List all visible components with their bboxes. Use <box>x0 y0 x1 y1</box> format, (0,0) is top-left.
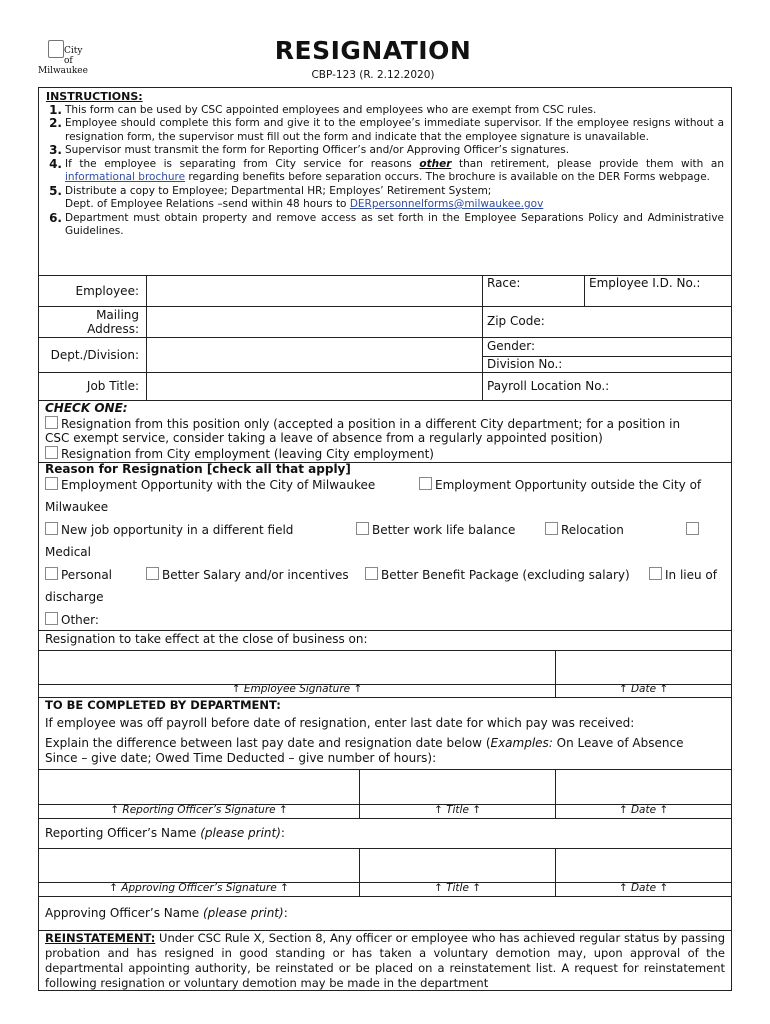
instruction-item <box>46 212 724 239</box>
reporting-signature-caption: ↑ Reporting Officer’s Signature ↑ <box>110 804 288 816</box>
dept-division-label: Dept./Division: <box>50 348 139 362</box>
instruction-number: 1. <box>49 102 62 117</box>
instruction-number: 5. <box>49 183 62 198</box>
reason-label-cont: Milwaukee <box>45 500 109 514</box>
colon: : <box>280 826 285 840</box>
form-number: CBP-123 (R. 2.12.2020) <box>311 69 435 81</box>
explain-text: On Leave of Absence <box>552 736 684 750</box>
instruction-text <box>65 185 724 212</box>
department-heading: TO BE COMPLETED BY DEPARTMENT: <box>45 698 281 712</box>
instruction-number: 6. <box>49 210 62 225</box>
reason-label: New job opportunity in a different field <box>61 523 294 537</box>
explain-instruction-2: Since – give date; Owed Time Deducted – give number of hours): <box>45 751 437 765</box>
employee-signature-field[interactable] <box>39 651 555 684</box>
explain-examples: Examples: <box>490 736 553 750</box>
logo-text-city: City <box>64 46 83 56</box>
reinstatement-section <box>38 931 732 991</box>
reason-in-lieu[interactable] <box>649 567 717 582</box>
dept-division-field[interactable] <box>147 338 482 372</box>
approving-title-caption: ↑ Title ↑ <box>433 882 482 894</box>
reason-personal[interactable] <box>45 567 112 582</box>
approving-signature-field[interactable] <box>39 849 359 882</box>
option-city-employment[interactable] <box>45 446 434 461</box>
job-title-field[interactable] <box>147 373 482 400</box>
approving-date-field[interactable] <box>556 849 731 882</box>
checkbox[interactable] <box>45 567 58 580</box>
reporting-signature-field[interactable] <box>39 770 359 804</box>
checkbox[interactable] <box>146 567 159 580</box>
approving-title-field[interactable] <box>360 849 555 882</box>
checkbox[interactable] <box>545 522 558 535</box>
instruction-text-part: If the employee is separating from City service for reasons <box>65 157 420 170</box>
reason-salary[interactable] <box>146 567 349 582</box>
reason-label: Better work life balance <box>372 523 516 537</box>
checkbox[interactable] <box>45 522 58 535</box>
please-print: (please print) <box>200 826 281 840</box>
reason-benefit[interactable] <box>365 567 630 582</box>
reporting-date-caption: ↑ Date ↑ <box>618 804 669 816</box>
instruction-text: Department must obtain property and remove access as set forth in the Employee Separations Policy and Administrative Guidelines. <box>65 211 724 237</box>
checkbox[interactable] <box>649 567 662 580</box>
instruction-item <box>46 104 724 118</box>
reason-label: Other: <box>61 613 99 627</box>
employee-date-field[interactable] <box>556 651 731 684</box>
approving-officer-name-label[interactable] <box>45 906 288 920</box>
checkbox[interactable] <box>686 522 699 535</box>
explain-text: Explain the difference between last pay date and resignation date below ( <box>45 736 491 750</box>
employee-info-grid <box>38 276 732 401</box>
gender-label: Gender: <box>487 339 536 353</box>
reinstatement-heading: REINSTATEMENT: <box>45 931 156 945</box>
reinstatement-text: Under CSC Rule X, Section 8, Any officer or employee who has achieved regular status by passing probation and has resigned in good standing or has taken a voluntary demotion may, upon approval of the departmental appointing authority, be reinstated or be placed on a reinstatement list. A request for reinstatement following resignation or voluntary demotion may be made in the department <box>45 931 725 990</box>
payroll-date-instruction: If employee was off payroll before date of resignation, enter last date for which pay was received: <box>45 716 635 730</box>
instructions-heading: INSTRUCTIONS: <box>46 90 143 103</box>
department-section <box>38 698 732 931</box>
reason-other[interactable] <box>45 612 99 627</box>
reason-label: Relocation <box>561 523 624 537</box>
checkbox[interactable] <box>356 522 369 535</box>
logo-text-of: of <box>64 56 73 66</box>
reporting-officer-name-label[interactable] <box>45 826 285 840</box>
instruction-text: Supervisor must transmit the form for Reporting Officer’s and/or Approving Officer’s signatures. <box>65 144 570 156</box>
instruction-text-part: Dept. of Employee Relations –send within 48 hours to <box>65 198 350 210</box>
logo-text-milwaukee: Milwaukee <box>38 66 88 76</box>
instruction-number: 3. <box>49 143 62 157</box>
approving-date-caption: ↑ Date ↑ <box>618 882 669 894</box>
reporting-title-caption: ↑ Title ↑ <box>433 804 482 816</box>
reason-medical-checkbox[interactable] <box>686 522 702 537</box>
reason-work-life[interactable] <box>356 522 515 537</box>
explain-instruction <box>45 736 683 750</box>
emphasis-other: other <box>419 157 452 170</box>
checkbox[interactable] <box>419 477 432 490</box>
mailing-label-1: Mailing <box>96 308 139 322</box>
page-title: RESIGNATION <box>274 36 472 65</box>
reason-medical-label: Medical <box>45 545 91 559</box>
reason-new-job[interactable] <box>45 522 293 537</box>
reason-employment-outside-city[interactable] <box>419 477 701 492</box>
name-label: Reporting Officer’s Name <box>45 826 201 840</box>
employee-label: Employee: <box>75 284 139 298</box>
approving-signature-caption: ↑ Approving Officer’s Signature ↑ <box>109 882 289 894</box>
instruction-item <box>46 144 724 158</box>
reporting-title-field[interactable] <box>360 770 555 804</box>
instruction-number: 4. <box>49 156 62 171</box>
checkbox[interactable] <box>45 477 58 490</box>
reason-label: Employment Opportunity outside the City of <box>435 478 702 492</box>
instruction-item <box>46 117 724 144</box>
option-label-cont: CSC exempt service, consider taking a leave of absence from a regularly appointed position) <box>45 431 603 445</box>
instruction-text-part: than retirement, please provide them with an <box>451 157 724 170</box>
instruction-text <box>65 158 724 185</box>
reason-label: Employment Opportunity with the City of Milwaukee <box>61 478 376 492</box>
instructions-box <box>38 87 732 276</box>
employee-name-field[interactable] <box>147 276 482 306</box>
option-label: Resignation from this position only (accepted a position in a different City department; for a position in <box>61 417 681 431</box>
checkbox[interactable] <box>45 446 58 459</box>
job-title-label: Job Title: <box>86 379 139 393</box>
reason-relocation[interactable] <box>545 522 624 537</box>
instruction-item <box>46 158 724 185</box>
instruction-text-part: regarding benefits before separation occurs. The brochure is available on the DER Forms webpage. <box>185 171 711 183</box>
option-label: Resignation from City employment (leaving City employment) <box>61 447 434 461</box>
employee-id-label: Employee I.D. No.: <box>589 276 701 290</box>
instruction-number: 2. <box>49 116 62 130</box>
instruction-item <box>46 185 724 212</box>
reason-label: Better Salary and/or incentives <box>162 568 349 582</box>
reason-employment-within-city[interactable] <box>45 477 375 492</box>
check-one-heading: CHECK ONE: <box>45 401 128 415</box>
checkbox[interactable] <box>45 612 58 625</box>
instruction-text-part: Distribute a copy to Employee; Departmental HR; Employes’ Retirement System; <box>65 184 492 197</box>
name-label: Approving Officer’s Name <box>45 906 203 920</box>
option-this-position[interactable] <box>45 416 680 431</box>
brochure-link[interactable]: informational brochure <box>65 171 186 183</box>
zip-code-label: Zip Code: <box>487 314 545 328</box>
checkbox[interactable] <box>365 567 378 580</box>
resignation-details-section <box>38 401 732 651</box>
reason-heading: Reason for Resignation [check all that apply] <box>45 462 351 476</box>
reason-label: Personal <box>61 568 113 582</box>
reason-label: In lieu of <box>665 568 717 582</box>
payroll-location-label: Payroll Location No.: <box>487 379 610 393</box>
employee-date-caption: ↑ Date ↑ <box>618 683 669 695</box>
instruction-text: This form can be used by CSC appointed employees and employees who are exempt from CSC rules. <box>65 103 597 116</box>
mailing-label-2: Address: <box>87 322 139 336</box>
please-print: (please print) <box>203 906 284 920</box>
instruction-text: Employee should complete this form and give it to the employee’s immediate supervisor. If the employee resigns without a resignation form, the supervisor must fill out the form and indicate that the employee signature is unavailable. <box>65 117 724 143</box>
checkbox[interactable] <box>45 416 58 429</box>
effective-date-label: Resignation to take effect at the close of business on: <box>45 632 368 646</box>
race-label: Race: <box>487 276 521 290</box>
employee-signature-row <box>38 651 732 698</box>
reporting-date-field[interactable] <box>556 770 731 804</box>
email-link[interactable]: DERpersonnelforms@milwaukee.gov <box>349 198 544 210</box>
colon: : <box>283 906 288 920</box>
mailing-address-field[interactable] <box>147 307 482 337</box>
reason-label-cont: discharge <box>45 590 104 604</box>
reason-label: Better Benefit Package (excluding salary) <box>381 568 630 582</box>
division-no-label: Division No.: <box>487 357 563 371</box>
employee-signature-caption: ↑ Employee Signature ↑ <box>231 683 363 695</box>
